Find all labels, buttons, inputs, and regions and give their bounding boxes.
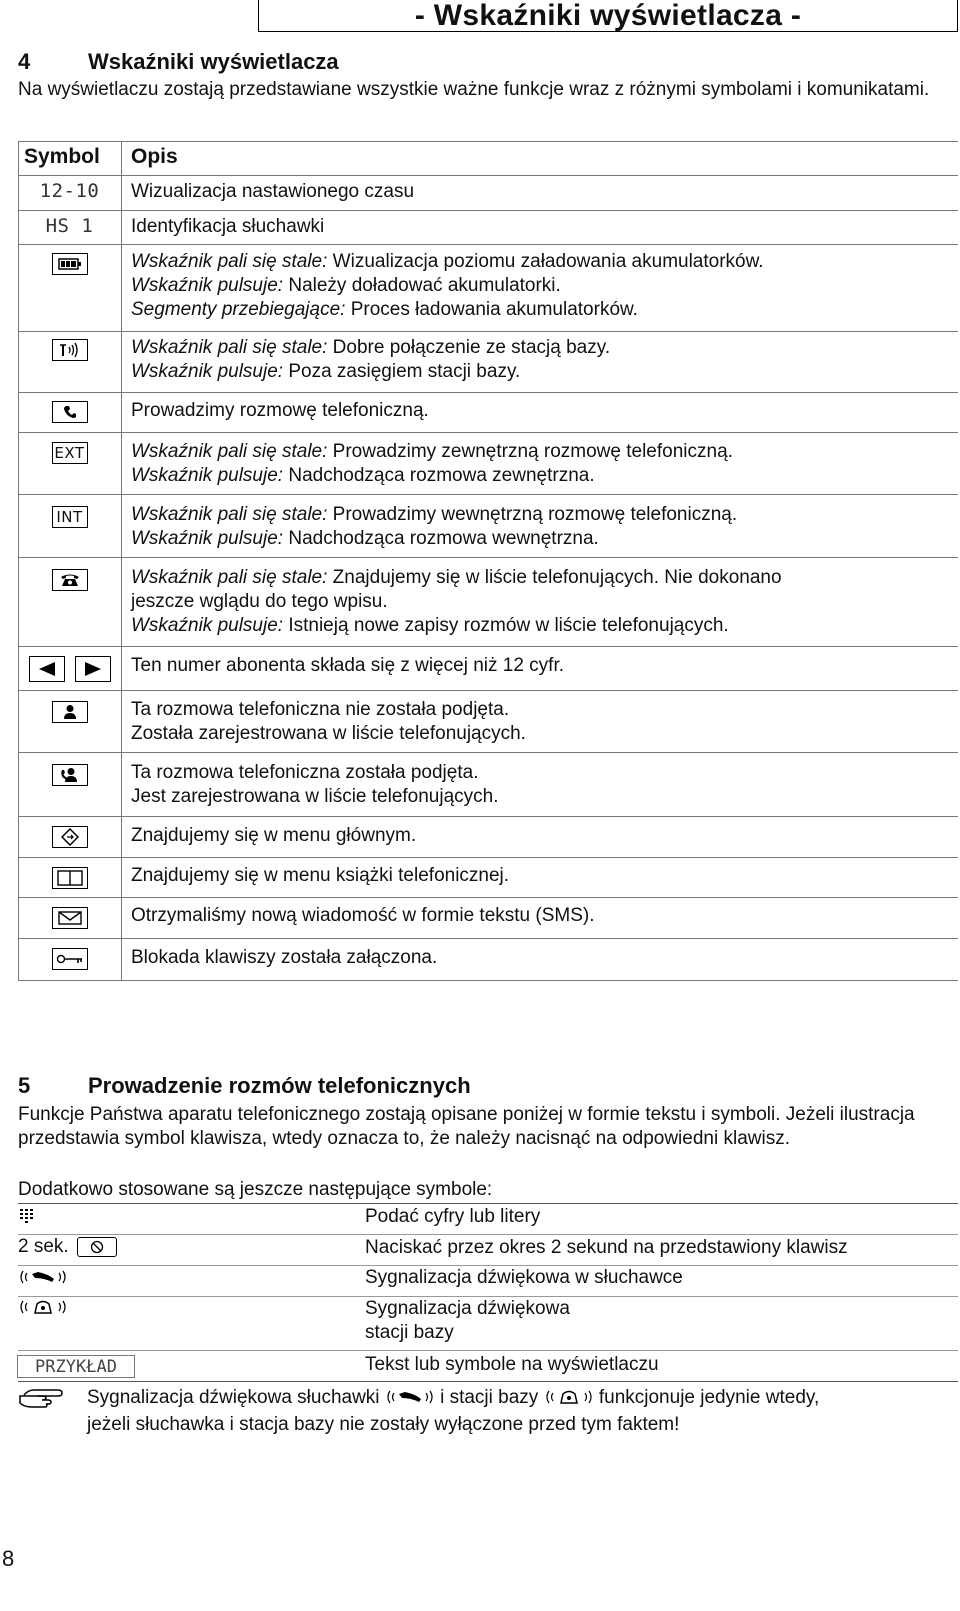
desc-line [131,360,951,384]
it: Wskaźnik pali się stale: [131,504,328,525]
book-icon [52,867,88,889]
arrow-left-icon [29,656,65,682]
handset-icon [52,401,88,423]
rule [18,1203,958,1204]
desc-line [131,527,951,551]
answered-call-symbol [18,764,121,786]
span: funkcjonuje jedynie wtedy, [593,1387,820,1408]
it: Wskaźnik pali się stale: [131,251,328,272]
table-row: Wizualizacja nastawionego czasu [131,181,415,202]
div: stacji bazy [365,1322,454,1343]
base-ring-description [365,1297,945,1345]
ext-icon: EXT [52,442,88,464]
span: Poza zasięgiem stacji bazy. [283,361,521,382]
ext-symbol [18,442,121,464]
handset-ring-icon [385,1388,435,1413]
note-line-1 [87,1386,947,1413]
desc-line [131,503,951,527]
note-line-2: jeżeli słuchawka i stacja bazy nie zostały wyłączone przed tym faktem! [87,1414,680,1435]
lcd: 12-10 [39,180,100,202]
span: i stacji bazy [434,1387,544,1408]
rule [18,690,958,691]
battery-icon [52,253,88,275]
handset-id-symbol [18,215,121,237]
display-example: PRZYKŁAD [17,1355,135,1378]
table-row [131,336,951,384]
rule [18,392,958,393]
arrow-right-icon [75,656,111,682]
table-row: Blokada klawiszy została załączona. [131,947,438,968]
person-phone-icon [52,764,88,786]
span: Istnieją nowe zapisy rozmów w liście telefonujących. [283,615,729,636]
table-row [131,761,951,809]
rule [18,1350,958,1351]
table-row [131,250,951,322]
keypad-description: Podać cyfry lub litery [365,1206,541,1227]
table-row [131,698,951,746]
it: Wskaźnik pulsuje: [131,275,284,296]
span: Wizualizacja poziomu załadowania akumulatorków. [327,251,764,272]
table-row [131,440,951,488]
handset-ring-description: Sygnalizacja dźwiękowa w słuchawce [365,1267,683,1288]
desc-line [131,298,951,322]
section-5-title: 5 Prowadzenie rozmów telefonicznych [18,1073,471,1098]
it: Wskaźnik pali się stale: [131,441,328,462]
handset-ring-icon [18,1268,68,1292]
keypad-icon [18,1207,36,1231]
desc-line [131,566,951,590]
span: Należy doładować akumulatorki. [283,275,561,296]
page-header [258,0,958,32]
span: jeszcze wglądu do tego wpisu. [131,591,388,612]
base-ring-icon [544,1388,594,1413]
rule [18,897,958,898]
desc-line [131,274,951,298]
div: Sygnalizacja dźwiękowa [365,1298,570,1319]
rule [18,938,958,939]
section-5-extra: Dodatkowo stosowane są jeszcze następujące symbole: [18,1179,493,1200]
base-ring-icon [18,1298,68,1322]
header-title: - Wskaźniki wyświetlacza - [414,0,802,32]
battery-symbol [18,253,121,275]
it: Wskaźnik pulsuje: [131,361,284,382]
table-row: Znajdujemy się w menu głównym. [131,825,417,846]
span: Nadchodząca rozmowa wewnętrzna. [283,528,599,549]
time-display-symbol [18,180,121,202]
rule [18,1381,958,1382]
span: Prowadzimy wewnętrzną rozmowę telefoniczną. [327,504,738,525]
key-button-icon [77,1237,117,1257]
table-row: Identyfikacja słuchawki [131,216,325,237]
rule [18,331,958,332]
phonebook-symbol [18,867,121,889]
section-4-title: 4 Wskaźniki wyświetlacza [18,49,339,74]
table-row [131,566,951,638]
rule [18,1234,958,1235]
section-5-intro: Funkcje Państwa aparatu telefonicznego zostają opisane poniżej w formie tekstu i symboli. Jeżeli ilustracja przedstawia symbol klawisza, wtedy oznacza to, że należy nacisnąć na odpowiedni klawisz. [18,1104,915,1149]
table-row: Prowadzimy rozmowę telefoniczną. [131,400,429,421]
it: Wskaźnik pulsuje: [131,528,284,549]
rule [18,494,958,495]
hold-key-description: Naciskać przez okres 2 sekund na przedstawiony klawisz [365,1237,848,1258]
desc-line [131,590,951,614]
span: Znajdujemy się w liście telefonujących. Nie dokonano [327,567,782,588]
signal-symbol [18,339,121,361]
rule [18,816,958,817]
desc-line [131,614,951,638]
hold-key-legend [18,1236,117,1258]
main-menu-symbol [18,826,121,848]
table-bottom-rule [18,980,958,981]
section-4-intro: Na wyświetlaczu zostają przedstawiane wszystkie ważne funkcje wraz z różnymi symbolami i komunikatami. [18,79,930,100]
span: 2 sek. [18,1236,69,1257]
arrows-symbol [18,656,121,682]
person-icon [52,701,88,723]
desc-line [131,336,951,360]
div: Jest zarejestrowana w liście telefonujących. [131,786,499,807]
note-text [87,1386,947,1437]
it: Wskaźnik pali się stale: [131,337,328,358]
menu-icon [52,826,88,848]
column-header-symbol: Symbol [24,145,100,168]
rule [18,857,958,858]
desc-line [131,250,951,274]
phone-list-symbol [18,569,121,591]
it: Wskaźnik pulsuje: [131,465,284,486]
span: Proces ładowania akumulatorków. [345,299,638,320]
handset-symbol [18,401,121,423]
key-icon [52,948,88,970]
table-row: Otrzymaliśmy nową wiadomość w formie tekstu (SMS). [131,905,595,926]
div: Ta rozmowa telefoniczna nie została podjęta. [131,699,510,720]
page-number: 8 [2,1546,15,1571]
div: Została zarejestrowana w liście telefonujących. [131,723,526,744]
rule [18,646,958,647]
table-row: Znajdujemy się w menu książki telefonicznej. [131,865,510,886]
rule [18,244,958,245]
desc-line [131,440,951,464]
keylock-symbol [18,948,121,970]
it: Wskaźnik pali się stale: [131,567,328,588]
int-icon: INT [52,506,88,528]
it: Segmenty przebiegające: [131,299,346,320]
lcd: HS 1 [45,215,94,237]
span: Prowadzimy zewnętrzną rozmowę telefoniczną. [327,441,733,462]
sms-symbol [18,907,121,929]
note-hand-icon [18,1387,66,1414]
display-example-description: Tekst lub symbole na wyświetlaczu [365,1354,659,1375]
missed-call-symbol [18,701,121,723]
div: Ta rozmowa telefoniczna została podjęta. [131,762,479,783]
desc-line [131,464,951,488]
table-column-divider [121,141,122,980]
table-row [131,503,951,551]
rule [18,210,958,211]
phone-list-icon [52,569,88,591]
envelope-icon [52,907,88,929]
span: Nadchodząca rozmowa zewnętrzna. [283,465,595,486]
it: Wskaźnik pulsuje: [131,615,284,636]
table-top-rule [18,141,958,142]
column-header-description: Opis [131,145,178,168]
rule [18,557,958,558]
rule [18,752,958,753]
rule [18,175,958,176]
signal-icon [52,339,88,361]
span: Sygnalizacja dźwiękowa słuchawki [87,1387,385,1408]
table-row: Ten numer abonenta składa się z więcej niż 12 cyfr. [131,655,565,676]
rule [18,432,958,433]
int-symbol [18,506,121,528]
span: Dobre połączenie ze stacją bazy. [327,337,611,358]
